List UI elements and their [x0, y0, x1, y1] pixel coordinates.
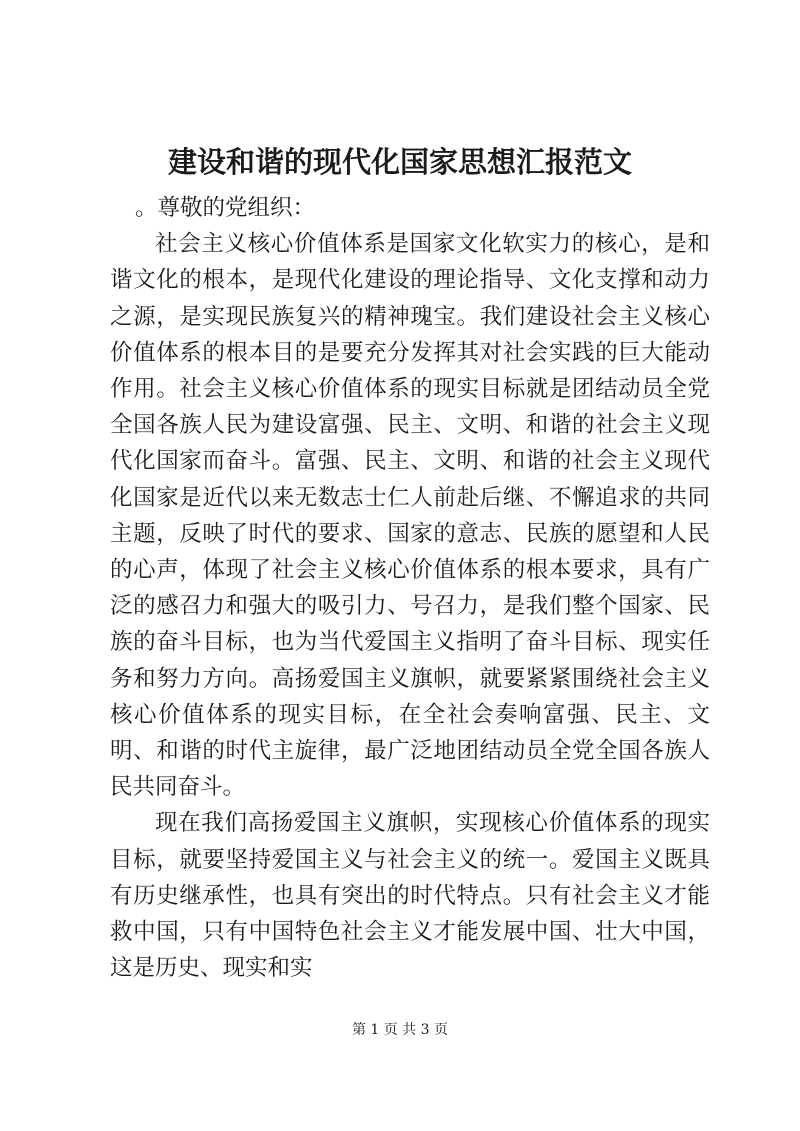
paragraph-2: 现在我们高扬爱国主义旗帜，实现核心价值体系的现实目标，就要坚持爱国主义与社会主义的统一。爱国主义既具有历史继承性，也具有突出的时代特点。只有社会主义才能救中国，只有中国特色社会主义才能发展中国、壮大中国，这是历史、现实和实: [110, 810, 710, 982]
page-footer: 第 1 页 共 3 页: [351, 1022, 449, 1038]
document-title: 建设和谐的现代化国家思想汇报范文: [167, 145, 632, 179]
paragraph-1: 社会主义核心价值体系是国家文化软实力的核心，是和谐文化的根本，是现代化建设的理论指导、文化支撑和动力之源，是实现民族复兴的精神瑰宝。我们建设社会主义核心价值体系的根本目的是要充分发挥其对社会实践的巨大能动作用。社会主义核心价值体系的现实目标就是团结动员全党全国各族人民为建设富强、民主、文明、和谐的社会主义现代化国家而奋斗。富强、民主、文明、和谐的社会主义现代化国家是近代以来无数志士仁人前赴后继、不懈追求的共同主题，反映了时代的要求、国家的意志、民族的愿望和人民的心声，体现了社会主义核心价值体系的根本要求，具有广泛的感召力和强大的吸引力、号召力，是我们整个国家、民族的奋斗目标，也为当代爱国主义指明了奋斗目标、现实任务和努力方向。高扬爱国主义旗帜，就要紧紧围绕社会主义核心价值体系的现实目标，在全社会奏响富强、民主、文明、和谐的时代主旋律，最广泛地团结动员全党全国各族人民共同奋斗。: [110, 231, 710, 801]
salutation: 。尊敬的党组织：: [135, 195, 316, 221]
document-body: [110, 190, 710, 986]
